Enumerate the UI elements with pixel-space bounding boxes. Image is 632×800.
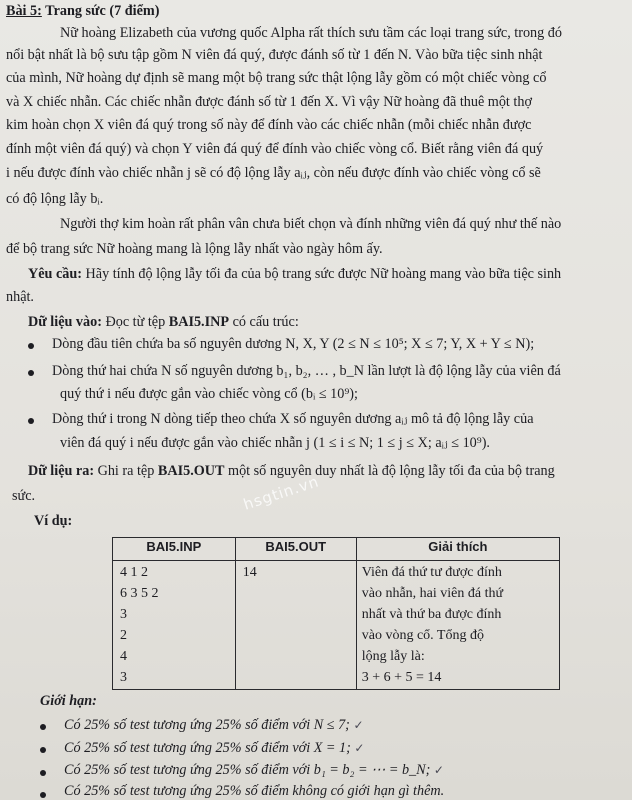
intro-line: i nếu được đính vào chiếc nhẫn j sẽ có độ lộng lẫy aᵢⱼ, còn nếu được đính vào chiếc vòng cổ sẽ <box>6 165 541 181</box>
explain-line: nhất và thứ ba được đính <box>361 607 502 622</box>
output-spec <box>28 462 626 480</box>
input-bullet-line: Dòng thứ hai chứa N số nguyên dương b₁, b₂, … , b_N lần lượt là độ lộng lẫy của viên đá <box>52 363 561 379</box>
output-text-after: một số nguyên duy nhất là độ lộng lẫy tối đa của bộ trang <box>224 463 555 479</box>
requirement-text: Hãy tính độ lộng lẫy tối đa của bộ trang sức được Nữ hoàng mang vào bữa tiệc sinh <box>82 266 562 282</box>
input-bullet-line: quý thứ i nếu được gắn vào chiếc vòng cổ (bᵢ ≤ 10⁹); <box>60 386 358 402</box>
table-row <box>113 561 560 690</box>
bullet-dot <box>28 370 34 376</box>
example-table <box>112 537 560 690</box>
input-label: Dữ liệu vào: <box>28 314 102 330</box>
input-line: 3 <box>120 670 127 685</box>
bullet-dot <box>28 343 34 349</box>
input-line: 4 1 2 <box>120 565 148 580</box>
intro-line: kim hoàn chọn X viên đá quý trong số này để đính vào các chiếc nhẫn (mỗi chiếc nhẫn được <box>6 117 532 133</box>
bullet-dot <box>40 747 46 753</box>
output-label: Dữ liệu ra: <box>28 463 95 479</box>
limit-text: Có 25% số test tương ứng 25% số điểm với N ≤ 7; <box>64 717 350 733</box>
explain-cell <box>356 561 559 690</box>
output-value: 14 <box>242 565 257 580</box>
table-header: BAI5.INP <box>113 538 236 561</box>
limits-label: Giới hạn: <box>40 693 97 709</box>
problem-heading: Trang sức (7 điểm) <box>41 3 160 19</box>
input-cell <box>113 561 236 690</box>
requirement-cont: nhật. <box>6 289 34 305</box>
explain-line: lộng lẫy là: <box>361 649 425 664</box>
checkmark-icon: ✓ <box>433 763 444 777</box>
input-bullet-line: viên đá quý i nếu được gắn vào chiếc nhẫn j (1 ≤ i ≤ N; 1 ≤ j ≤ X; aᵢⱼ ≤ 10⁹). <box>60 435 490 451</box>
input-line: 3 <box>120 607 127 622</box>
output-text: Ghi ra tệp <box>94 463 158 479</box>
input-file: BAI5.INP <box>168 314 230 330</box>
checkmark-icon: ✓ <box>354 741 365 755</box>
output-file: BAI5.OUT <box>157 463 225 479</box>
input-line: 4 <box>120 649 127 664</box>
intro-line: có độ lộng lẫy bᵢ. <box>6 191 104 207</box>
table-header-row <box>113 538 560 561</box>
explain-line: Viên đá thứ tư được đính <box>361 565 502 580</box>
limit-text: Có 25% số test tương ứng 25% số điểm với X = 1; <box>64 740 351 756</box>
intro-line: và X chiếc nhẫn. Các chiếc nhẫn được đánh số từ 1 đến X. Vì vậy Nữ hoàng đã thuê một thợ <box>6 94 532 110</box>
input-line: 6 3 5 2 <box>120 586 159 601</box>
checkmark-icon: ✓ <box>353 718 364 732</box>
para2-line: để bộ trang sức Nữ hoàng mang là lộng lẫy nhất vào ngày hôm ấy. <box>6 241 383 257</box>
bullet-dot <box>40 792 46 798</box>
input-bullet-line: Dòng đầu tiên chứa ba số nguyên dương N, X, Y (2 ≤ N ≤ 10⁵; X ≤ 7; Y, X + Y ≤ N); <box>52 336 535 352</box>
limit-item <box>64 739 626 757</box>
bullet-dot <box>40 724 46 730</box>
input-text: Đọc từ tệp <box>101 314 169 330</box>
requirement <box>28 265 626 283</box>
table-header: BAI5.OUT <box>235 538 356 561</box>
explain-line: 3 + 6 + 5 = 14 <box>361 670 442 685</box>
limit-text: Có 25% số test tương ứng 25% số điểm với b₁ = b₂ = ⋯ = b_N; <box>64 762 431 778</box>
limit-item <box>64 761 626 779</box>
output-cell <box>235 561 356 690</box>
intro-line: của mình, Nữ hoàng dự định sẽ mang một bộ trang sức thật lộng lẫy gồm có một chiếc vòng cổ <box>6 70 547 86</box>
explain-line: vào vòng cổ. Tổng độ <box>361 628 484 643</box>
intro-line: nổi bật nhất là bộ sưu tập gồm N viên đá quý, được đánh số từ 1 đến N. Vào bữa tiệc sinh nhật <box>6 47 543 63</box>
intro-line: Nữ hoàng Elizabeth của vương quốc Alpha rất thích sưu tầm các loại trang sức, trong đó <box>60 25 562 41</box>
problem-title <box>6 2 626 20</box>
watermark: hsgtin.vn <box>241 472 322 514</box>
intro-line: đính một viên đá quý) và chọn Y viên đá quý để đính vào chiếc vòng cổ. Biết rằng viên đá quý <box>6 141 544 157</box>
limit-item <box>64 716 626 734</box>
para2-line: Người thợ kim hoàn rất phân vân chưa biết chọn và đính những viên đá quý như thế nào <box>60 216 562 232</box>
bullet-dot <box>40 770 46 776</box>
limit-item: Có 25% số test tương ứng 25% số điểm không có giới hạn gì thêm. <box>64 783 445 799</box>
input-line: 2 <box>120 628 127 643</box>
problem-label: Bài 5: <box>6 3 42 19</box>
input-spec <box>28 313 626 331</box>
example-label: Ví dụ: <box>34 513 73 529</box>
requirement-label: Yêu cầu: <box>28 266 82 282</box>
table-header: Giải thích <box>356 538 559 561</box>
input-bullet-line: Dòng thứ i trong N dòng tiếp theo chứa X số nguyên dương aᵢⱼ mô tả độ lộng lẫy của <box>52 411 534 427</box>
bullet-dot <box>28 418 34 424</box>
output-cont: sức. <box>12 488 36 504</box>
input-text-after: có cấu trúc: <box>229 314 299 330</box>
explain-line: vào nhẫn, hai viên đá thứ <box>361 586 504 601</box>
